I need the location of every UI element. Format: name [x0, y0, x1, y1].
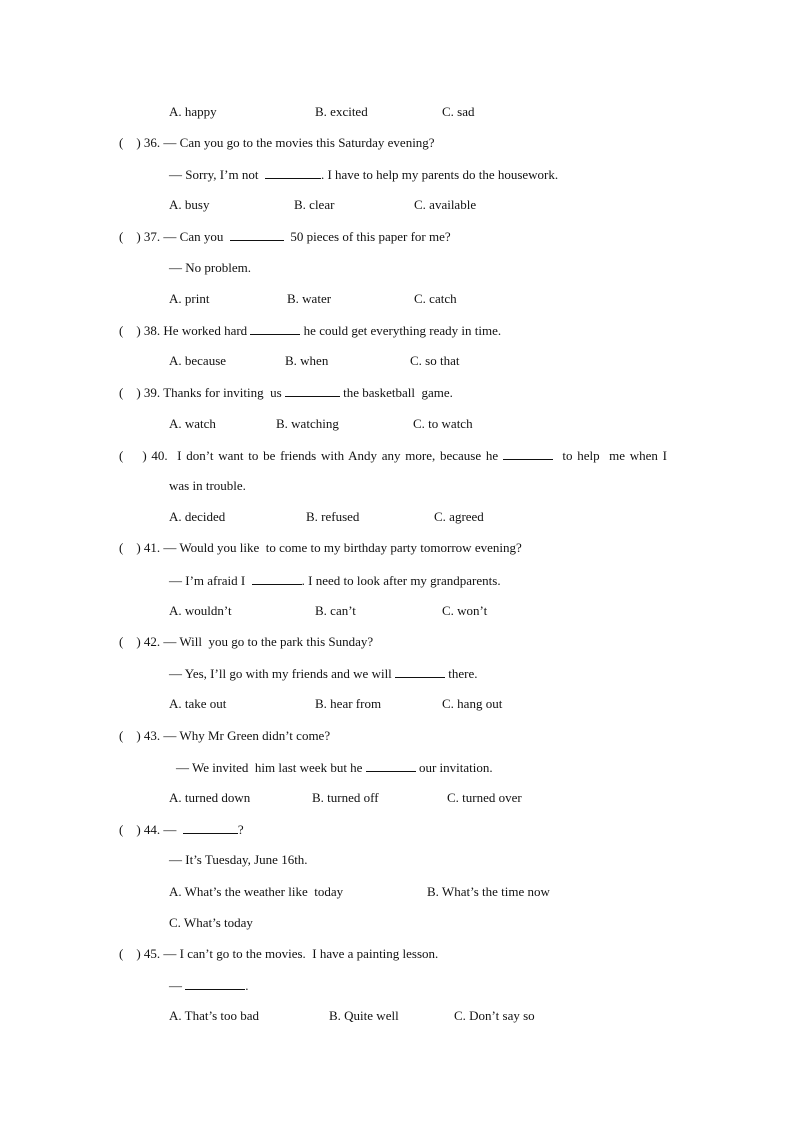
- q36-reply-line: [169, 166, 558, 183]
- q40-option-b: B. refused: [306, 509, 360, 524]
- q43-stem-line: [119, 728, 330, 744]
- q37-answer-blank[interactable]: [230, 228, 284, 241]
- q38-option-c: C. so that: [410, 353, 460, 368]
- q37-option-c: C. catch: [414, 291, 457, 306]
- q44-stem-end: ?: [237, 822, 244, 837]
- q43-option-a: A. turned down: [169, 790, 251, 805]
- q36-stem-line: [119, 135, 435, 151]
- q37-option-a: A. print: [169, 291, 210, 306]
- q45-stem: — I can’t go to the movies. I have a painting lesson.: [163, 946, 439, 961]
- q42-stem-line: [119, 634, 373, 650]
- q41-reply-start: — I’m afraid I: [169, 573, 246, 588]
- q40-stem-start: I don’t want to be friends with Andy any more, because he: [177, 448, 499, 463]
- q38-stem-end: he could get everything ready in time.: [303, 323, 502, 338]
- q45-option-a: A. That’s too bad: [169, 1008, 260, 1023]
- q37-reply: — No problem.: [169, 260, 251, 275]
- q42-reply-line: [169, 665, 478, 682]
- q36-number: ( ) 36.: [119, 135, 161, 150]
- q44-option-c: C. What’s today: [169, 915, 253, 930]
- q36-option-b: B. clear: [294, 197, 335, 212]
- q38-option-b: B. when: [285, 353, 329, 368]
- q40-option-a: A. decided: [169, 509, 226, 524]
- q41-number: ( ) 41.: [119, 540, 161, 555]
- q35-option-a: A. happy: [169, 104, 217, 119]
- q40-option-c: C. agreed: [434, 509, 484, 524]
- q39-stem-end: the basketball game.: [343, 385, 453, 400]
- q38-stem-line: [119, 322, 501, 339]
- q39-stem-start: Thanks for inviting us: [163, 385, 282, 400]
- q43-answer-blank[interactable]: [366, 759, 416, 772]
- q42-option-c: C. hang out: [442, 696, 503, 711]
- q43-stem: — Why Mr Green didn’t come?: [163, 728, 331, 743]
- q35-option-b: B. excited: [315, 104, 368, 119]
- q38-stem-start: He worked hard: [163, 323, 248, 338]
- q44-option-b: B. What’s the time now: [427, 884, 550, 899]
- q39-option-b: B. watching: [276, 416, 339, 431]
- q44-option-a: A. What’s the weather like today: [169, 884, 344, 899]
- q38-answer-blank[interactable]: [250, 322, 300, 335]
- q45-number: ( ) 45.: [119, 946, 161, 961]
- q36-stem: — Can you go to the movies this Saturday evening?: [163, 135, 435, 150]
- q45-stem-line: [119, 946, 438, 962]
- q43-number: ( ) 43.: [119, 728, 161, 743]
- q40-stem-end: to help me when I: [562, 448, 668, 463]
- q41-reply-end: . I need to look after my grandparents.: [301, 573, 501, 588]
- q39-stem-line: [119, 384, 453, 401]
- q40-stem-line: [119, 447, 667, 464]
- q42-number: ( ) 42.: [119, 634, 161, 649]
- q45-answer-blank[interactable]: [185, 977, 245, 990]
- q38-option-a: A. because: [169, 353, 227, 368]
- q36-reply-start: — Sorry, I’m not: [169, 167, 259, 182]
- q43-option-c: C. turned over: [447, 790, 522, 805]
- q35-option-c: C. sad: [442, 104, 475, 119]
- q36-reply-end: . I have to help my parents do the housework.: [320, 167, 559, 182]
- q41-option-c: C. won’t: [442, 603, 488, 618]
- q43-reply-end: our invitation.: [418, 760, 493, 775]
- q44-stem-dash: —: [163, 822, 177, 837]
- q41-answer-blank[interactable]: [252, 572, 302, 585]
- q36-option-c: C. available: [414, 197, 477, 212]
- q42-stem: — Will you go to the park this Sunday?: [163, 634, 374, 649]
- q42-option-a: A. take out: [169, 696, 227, 711]
- q45-option-b: B. Quite well: [329, 1008, 399, 1023]
- q41-option-b: B. can’t: [315, 603, 356, 618]
- q42-reply-end: there.: [448, 666, 478, 681]
- q39-answer-blank[interactable]: [285, 384, 340, 397]
- q41-stem: — Would you like to come to my birthday party tomorrow evening?: [163, 540, 522, 555]
- q42-answer-blank[interactable]: [395, 665, 445, 678]
- q43-option-b: B. turned off: [312, 790, 379, 805]
- q40-answer-blank[interactable]: [503, 447, 553, 460]
- q36-answer-blank[interactable]: [265, 166, 321, 179]
- q37-stem-end: 50 pieces of this paper for me?: [290, 229, 451, 244]
- q36-option-a: A. busy: [169, 197, 210, 212]
- q44-stem-line: [119, 821, 244, 838]
- q37-stem-start: — Can you: [163, 229, 224, 244]
- q44-answer-blank[interactable]: [183, 821, 238, 834]
- q39-number: ( ) 39.: [119, 385, 161, 400]
- q39-option-c: C. to watch: [413, 416, 473, 431]
- q43-reply-start: — We invited him last week but he: [176, 760, 363, 775]
- q45-reply-line: [169, 977, 249, 994]
- q44-number: ( ) 44.: [119, 822, 161, 837]
- q41-stem-line: [119, 540, 522, 556]
- q37-option-b: B. water: [287, 291, 332, 306]
- q41-option-a: A. wouldn’t: [169, 603, 232, 618]
- q45-option-c: C. Don’t say so: [454, 1008, 535, 1023]
- q41-reply-line: [169, 572, 501, 589]
- q42-option-b: B. hear from: [315, 696, 382, 711]
- q40-stem-continued: was in trouble.: [169, 478, 246, 493]
- q45-reply-dash: —: [169, 978, 182, 993]
- q37-stem-line: [119, 228, 451, 245]
- q39-option-a: A. watch: [169, 416, 216, 431]
- q38-number: ( ) 38.: [119, 323, 161, 338]
- q45-reply-end: .: [245, 978, 249, 993]
- q40-number: ( ) 40.: [119, 448, 168, 463]
- q44-reply: — It’s Tuesday, June 16th.: [169, 852, 308, 867]
- q37-number: ( ) 37.: [119, 229, 161, 244]
- q43-reply-line: [176, 759, 493, 776]
- q42-reply-start: — Yes, I’ll go with my friends and we will: [169, 666, 392, 681]
